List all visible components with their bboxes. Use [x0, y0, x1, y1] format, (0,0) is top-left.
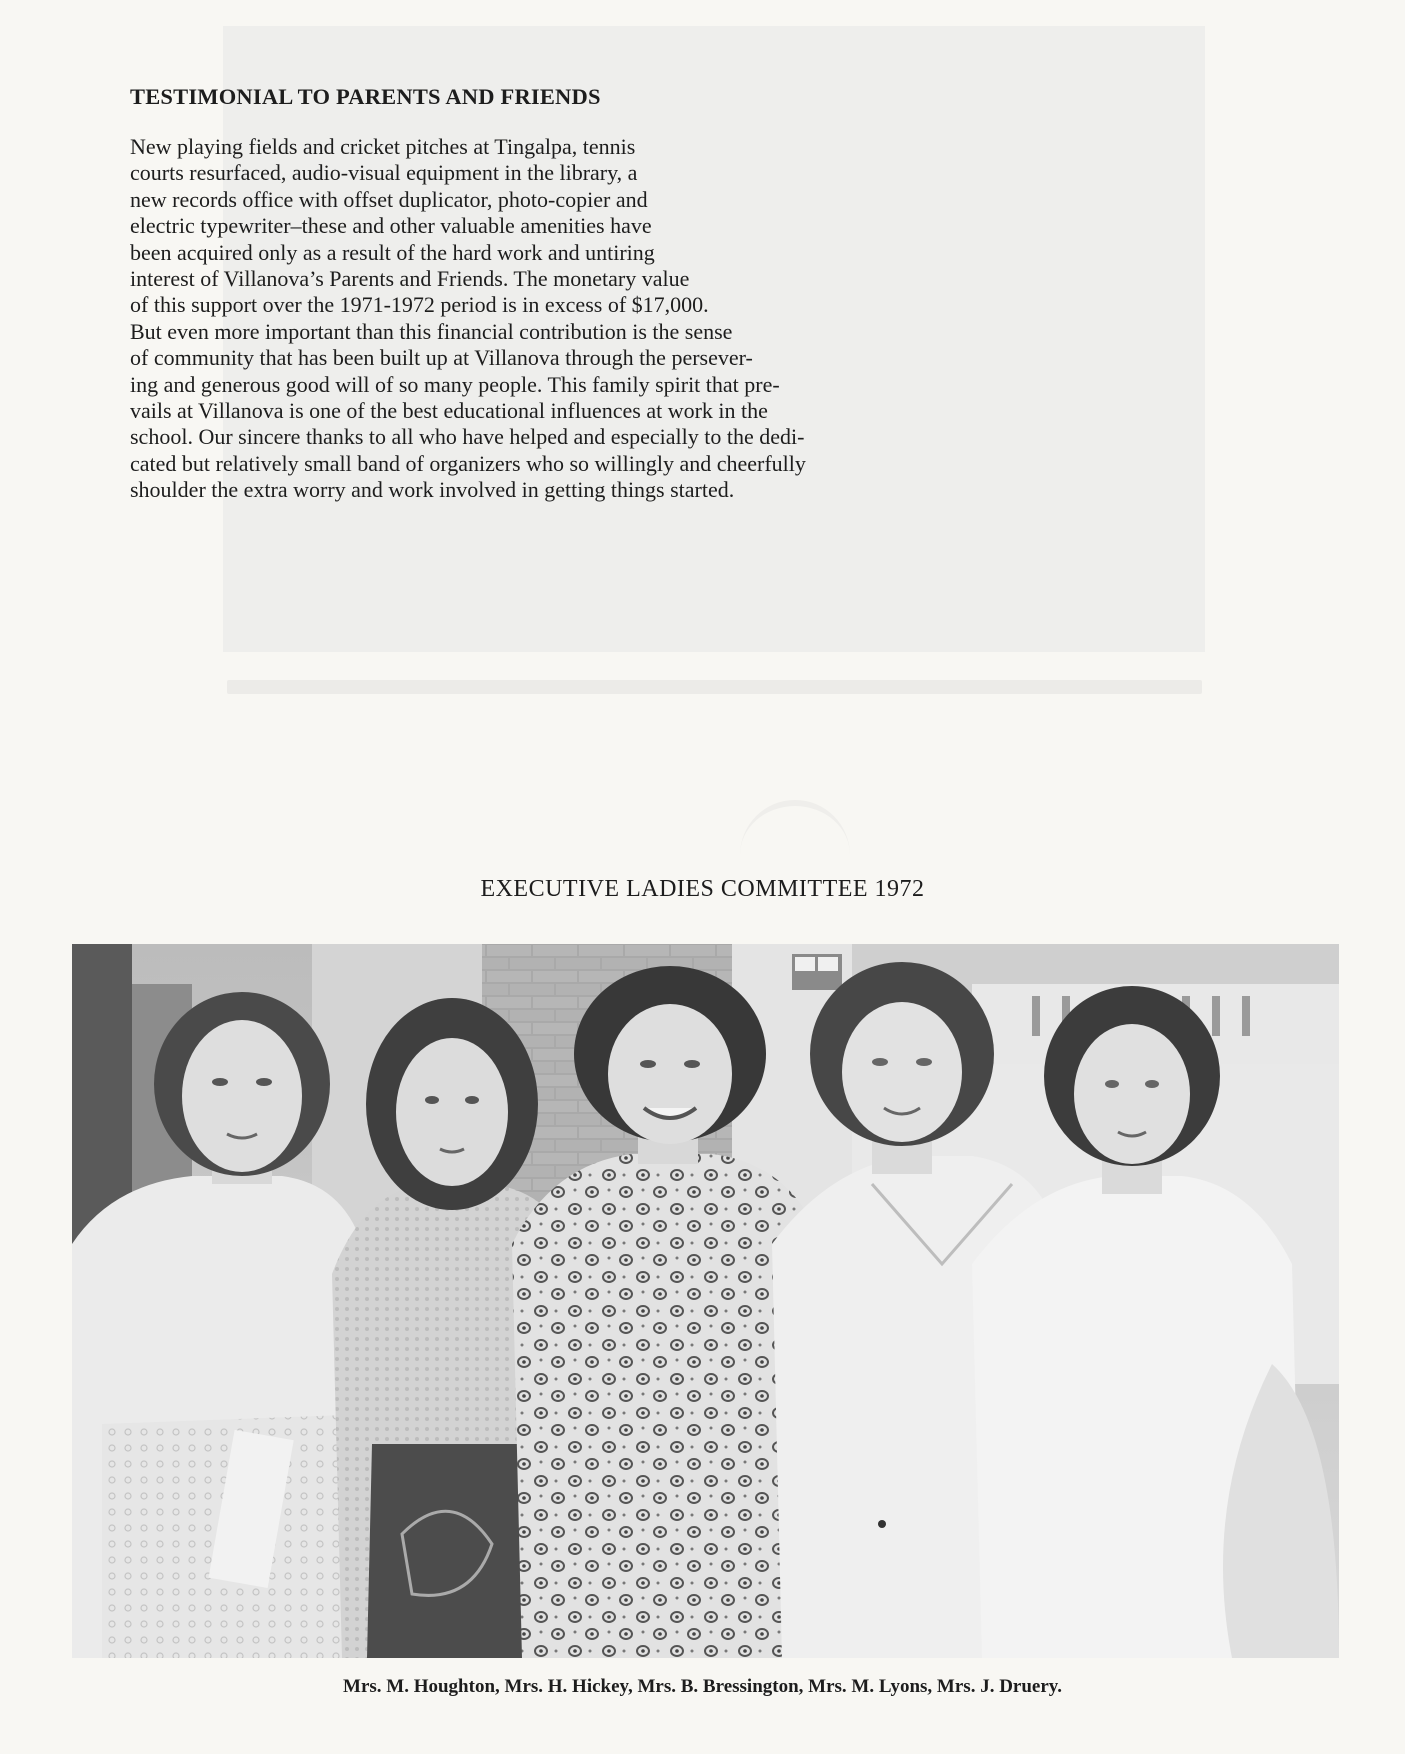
committee-group-photo — [72, 944, 1339, 1658]
article-line: But even more important than this financial contribution is the sense — [130, 318, 733, 344]
reverse-page-caption-bleed — [227, 680, 1202, 694]
article-line: new records office with offset duplicator, photo-copier and — [130, 186, 648, 212]
article-line: been acquired only as a result of the hard work and untiring — [130, 239, 655, 265]
committee-group-photo-illustration — [72, 944, 1339, 1658]
article-line: of community that has been built up at Villanova through the persever- — [130, 345, 753, 371]
article-line: ing and generous good will of so many people. This family spirit that pre- — [130, 371, 780, 397]
reverse-page-shape-bleed — [740, 800, 850, 866]
testimonial-article — [130, 84, 1020, 504]
article-body — [130, 134, 1020, 504]
article-line: electric typewriter–these and other valuable amenities have — [130, 213, 652, 239]
article-line: of this support over the 1971-1972 period is in excess of $17,000. — [130, 292, 709, 318]
article-line: shoulder the extra worry and work involved in getting things started. — [130, 477, 735, 503]
article-line: school. Our sincere thanks to all who have helped and especially to the dedi- — [130, 424, 805, 450]
article-line: cated but relatively small band of organizers who so willingly and cheerfully — [130, 450, 806, 476]
article-line: interest of Villanova’s Parents and Friends. The monetary value — [130, 266, 690, 292]
article-line: courts resurfaced, audio-visual equipment in the library, a — [130, 160, 638, 186]
article-title: TESTIMONIAL TO PARENTS AND FRIENDS — [130, 84, 601, 109]
photo-caption: Mrs. M. Houghton, Mrs. H. Hickey, Mrs. B. Bressington, Mrs. M. Lyons, Mrs. J. Druery. — [343, 1676, 1062, 1697]
article-line: New playing fields and cricket pitches at Tingalpa, tennis — [130, 134, 636, 159]
committee-title: EXECUTIVE LADIES COMMITTEE 1972 — [480, 876, 925, 902]
article-line: vails at Villanova is one of the best educational influences at work in the — [130, 398, 768, 424]
